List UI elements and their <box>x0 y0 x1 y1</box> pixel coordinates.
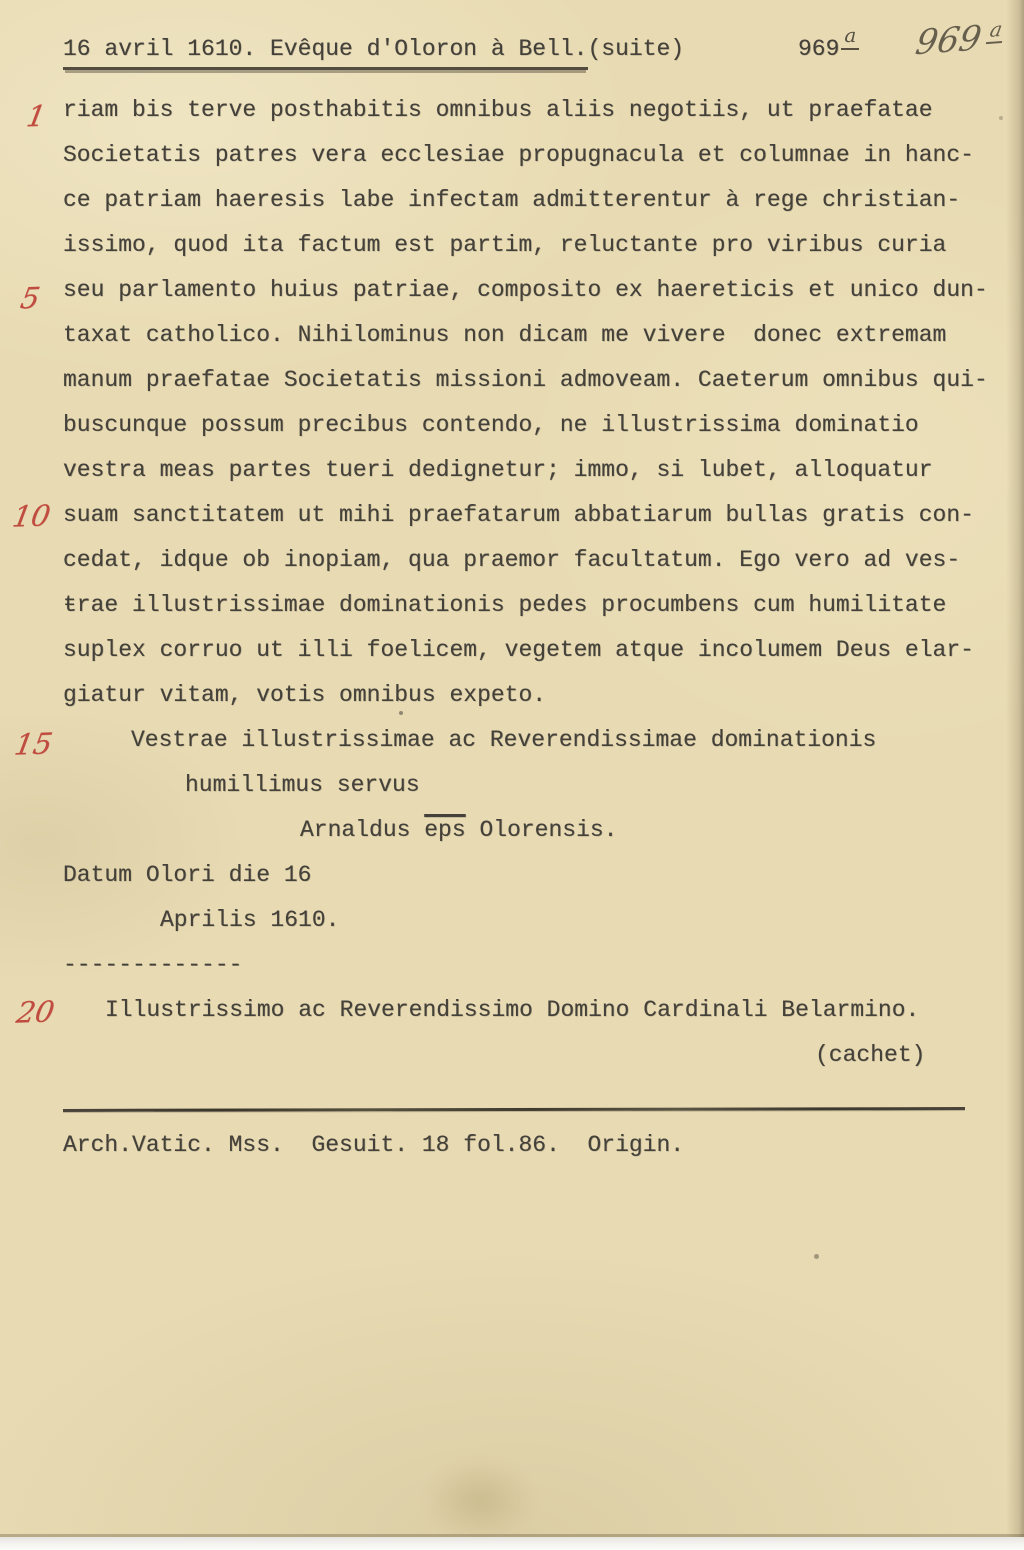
text-line: cedat, idque ob inopiam, qua praemor facultatum. Ego vero ad ves- <box>63 547 961 573</box>
paper-stain <box>425 1460 535 1540</box>
ink-speck <box>814 1254 819 1259</box>
ink-speck <box>399 711 403 715</box>
margin-line-number-15: 15 <box>11 726 56 762</box>
scan-bottom-edge <box>0 1537 1024 1550</box>
header-title: 16 avril 1610. Evêque d'Oloron à Bell. <box>63 36 588 70</box>
document-number <box>798 23 859 63</box>
handwritten-number-superscript: a <box>986 17 1007 45</box>
horizontal-rule <box>63 1107 965 1112</box>
text-line: riam bis terve posthabitis omnibus aliis negotiis, ut praefatae <box>63 97 933 123</box>
text-line: vestra meas partes tueri dedignetur; immo, si lubet, alloquatur <box>63 457 933 483</box>
datum-line: Datum Olori die 16 <box>63 862 312 888</box>
text-line: issimo, quod ita factum est partim, reluctante pro viribus curia <box>63 232 947 258</box>
ink-speck <box>999 116 1003 120</box>
datum-line: Aprilis 1610. <box>160 907 340 933</box>
margin-line-number-10: 10 <box>9 498 54 534</box>
text-line: suam sanctitatem ut mihi praefatarum abbatiarum bullas gratis con- <box>63 502 974 528</box>
archive-reference-line: Arch.Vatic. Mss. Gesuit. 18 fol.86. Origin. <box>63 1132 685 1158</box>
margin-line-number-20: 20 <box>13 994 58 1030</box>
text-line: taxat catholico. Nihilominus non dicam me vivere donec extremam <box>63 322 947 348</box>
valediction-line: Vestrae illustrissimae ac Reverendissimae dominationis <box>131 727 877 753</box>
handwritten-number-digits: 969 <box>912 18 985 64</box>
document-number-typed: 969 <box>798 36 840 62</box>
text-line: ce patriam haeresis labe infectam admitterentur à rege christian- <box>63 187 961 213</box>
cachet-note: (cachet) <box>815 1042 926 1068</box>
text-line: buscunque possum precibus contendo, ne illustrissima dominatio <box>63 412 919 438</box>
margin-line-number-1: 1 <box>23 98 49 134</box>
signature-name: Arnaldus <box>300 817 425 843</box>
servant-line: humillimus servus <box>185 772 420 798</box>
text-line: giatur vitam, votis omnibus expeto. <box>63 682 547 708</box>
margin-line-number-5: 5 <box>17 280 43 316</box>
rule-slot <box>63 1078 1013 1123</box>
scan-edge-shadow <box>1006 0 1024 1537</box>
text-line: suplex corruo ut illi foelicem, vegetem atque incolumem Deus elar- <box>63 637 974 663</box>
header-suite-label: (suite) <box>587 36 685 62</box>
text-line: manum praefatae Societatis missioni admoveam. Caeterum omnibus qui- <box>63 367 988 393</box>
address-line: Illustrissimo ac Reverendissimo Domino Cardinali Belarmino. <box>105 997 920 1023</box>
document-number-superscript: a <box>841 23 859 50</box>
signature-place: Olorensis. <box>465 817 618 843</box>
signature-line <box>63 808 1013 853</box>
text-line: seu parlamento huius patriae, composito ex haereticis et unico dun- <box>63 277 988 303</box>
text-line: Societatis patres vera ecclesiae propugnacula et columnae in hanc- <box>63 142 974 168</box>
signature-abbreviation: $\overline{eps}$ <box>424 817 466 843</box>
handwritten-number <box>913 17 1007 64</box>
dashed-separator: ------------- <box>63 952 243 978</box>
page-header <box>63 36 684 70</box>
letter-body <box>63 88 1013 1168</box>
text-line: ŧrae illustrissimae dominationis pedes procumbens cum humilitate <box>63 592 947 618</box>
